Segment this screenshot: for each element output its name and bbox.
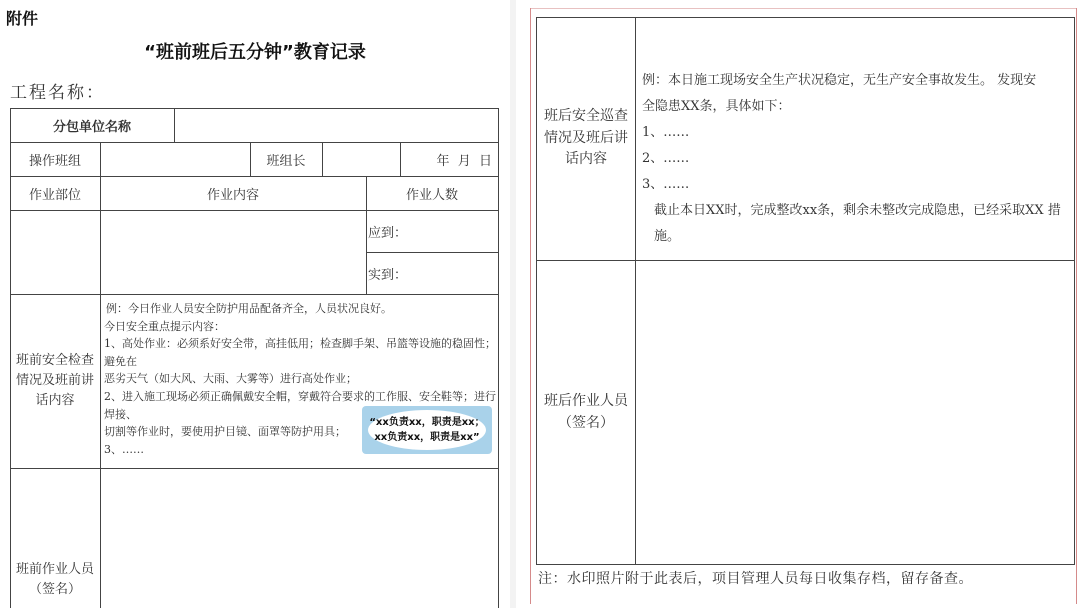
subcontractor-label: 分包单位名称	[52, 119, 131, 135]
page-border-left	[530, 8, 531, 604]
project-name-label: 工程名称：	[10, 83, 105, 103]
page-border-top	[530, 8, 1076, 9]
post-check-line: 全隐患XX条，具体如下：	[642, 99, 791, 114]
expected-attendance-label: 应到：	[368, 225, 408, 241]
responsibility-stamp	[362, 406, 492, 454]
pre-shift-workers-sign: （签名）	[28, 582, 81, 598]
pre-check-line: 2、进入施工现场必须正确佩戴安全帽，穿戴符合要求的工作服、安全鞋等；进行焊接、	[104, 389, 496, 421]
post-check-line: 3、……	[642, 177, 690, 192]
pre-check-line: 今日安全重点提示内容：	[104, 319, 225, 333]
post-check-line: 2、……	[642, 151, 690, 166]
page-border-right	[1076, 8, 1077, 604]
actual-attendance-label: 实到：	[368, 267, 408, 283]
post-shift-workers-label: 班后作业人员	[544, 393, 628, 409]
pre-shift-check-label: 班前安全检查情况及班前讲话内容	[15, 352, 94, 409]
attachment-label: 附件	[6, 9, 39, 28]
post-check-line: 例：本日施工现场安全生产状况稳定，无生产安全事故发生。 发现安	[642, 73, 1037, 88]
worker-count-label: 作业人数	[405, 187, 458, 203]
post-check-line: 1、……	[642, 125, 690, 140]
document-title: “班前班后五分钟”教育记录	[144, 42, 366, 63]
post-shift-check-label: 班后安全巡查情况及班后讲话内容	[544, 107, 628, 168]
right-table-divider	[635, 17, 636, 564]
stamp-line: xx负责xx，职责是xx”	[374, 432, 480, 443]
pre-check-line: 切割等作业时，要使用护目镜、面罩等防护用具；	[104, 425, 346, 439]
work-area-label: 作业部位	[28, 187, 81, 203]
pre-shift-workers-label: 班前作业人员	[15, 562, 94, 577]
right-table-row-line	[536, 260, 1074, 261]
team-leader-label: 班组长	[266, 153, 306, 169]
pre-check-line: 3、……	[104, 442, 144, 456]
work-content-label: 作业内容	[206, 187, 259, 203]
stamp-line: “xx负责xx，职责是xx；	[369, 417, 485, 428]
pre-check-line: 1、高处作业：必须系好安全带，高挂低用；检查脚手架、吊篮等设施的稳固性；避免在	[104, 337, 496, 368]
team-label: 操作班组	[28, 153, 81, 169]
post-shift-workers-sign: （签名）	[558, 415, 614, 432]
post-shift-check-content	[642, 68, 1068, 250]
post-shift-workers-cell	[536, 390, 636, 435]
footer-note: 注：水印照片附于此表后，项目管理人员每日收集存档，留存备查。	[538, 571, 973, 587]
date-field: 年 月 日	[436, 153, 492, 169]
pre-check-line: 恶劣天气（如大风、大雨、大雾等）进行高处作业；	[104, 372, 357, 386]
pre-check-line: 例：今日作业人员安全防护用品配备齐全，人员状况良好。	[106, 302, 392, 315]
post-check-line: 截止本日XX时，完成整改xx条，剩余未整改完成隐患，已经采取XX 措施。	[654, 203, 1061, 244]
pre-shift-workers-cell	[10, 560, 100, 600]
